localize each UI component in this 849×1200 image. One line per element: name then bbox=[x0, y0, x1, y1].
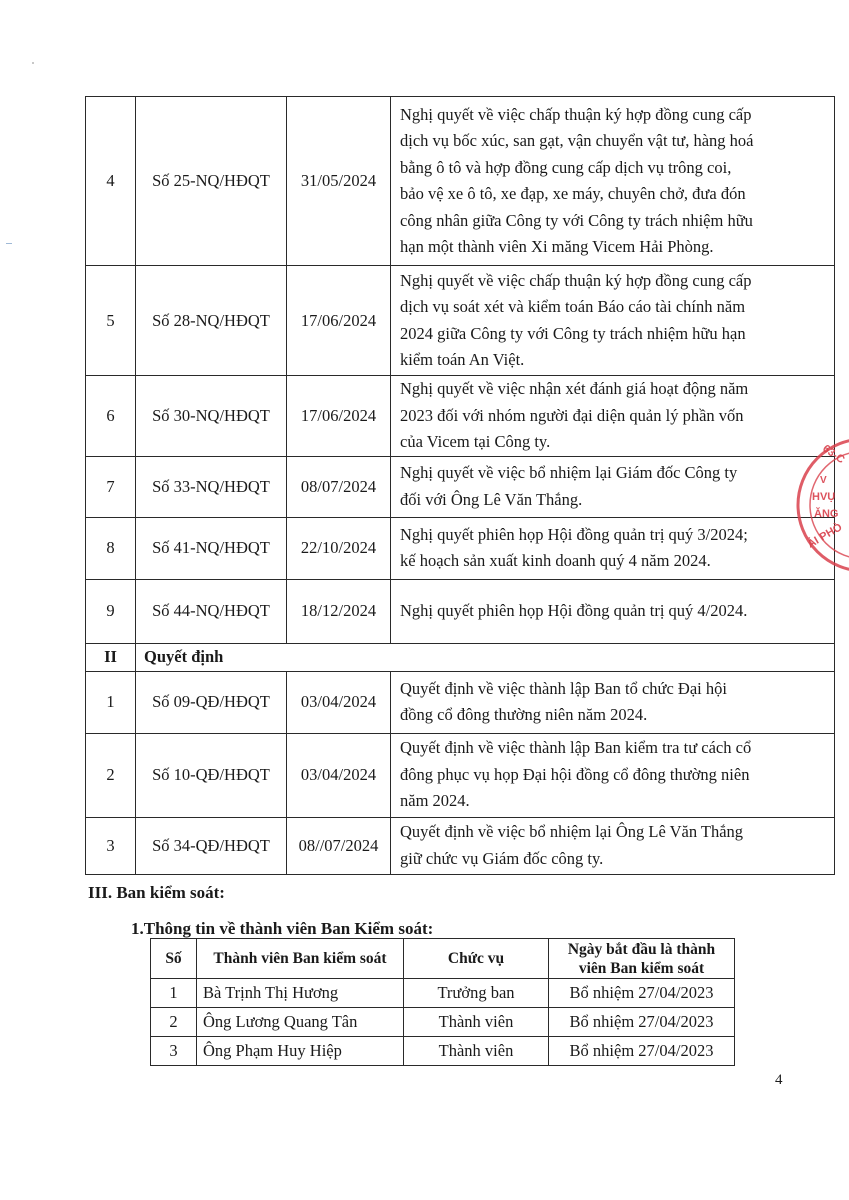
section-roman: II bbox=[86, 643, 136, 671]
column-header-stt: Số bbox=[151, 939, 197, 979]
row-index: 5 bbox=[86, 266, 136, 376]
description-line: giữ chức vụ Giám đốc công ty. bbox=[400, 848, 604, 868]
document-date: 17/06/2024 bbox=[287, 376, 391, 457]
column-header-start-date bbox=[549, 939, 735, 979]
document-number: Số 44-NQ/HĐQT bbox=[136, 579, 287, 643]
description-line: của Vicem tại Công ty. bbox=[400, 432, 551, 451]
description-line: năm 2024. bbox=[400, 791, 470, 811]
description-line: bằng ô tô và hợp đồng cung cấp dịch vụ trông coi, bbox=[400, 157, 732, 177]
document-number: Số 28-NQ/HĐQT bbox=[136, 266, 287, 376]
member-start-date: Bổ nhiệm 27/04/2023 bbox=[549, 1008, 735, 1037]
section-row bbox=[86, 643, 835, 671]
description-line: Nghị quyết về việc bổ nhiệm lại Giám đốc Công ty bbox=[400, 463, 738, 482]
member-name: Ông Phạm Huy Hiệp bbox=[197, 1037, 404, 1066]
document-date: 22/10/2024 bbox=[287, 517, 391, 579]
description-line: kiểm toán An Việt. bbox=[400, 350, 525, 369]
row-index: 9 bbox=[86, 579, 136, 643]
svg-text:ẢI PHÒ: ẢI PHÒ bbox=[805, 521, 845, 551]
subsection-heading-board-members: 1.Thông tin về thành viên Ban Kiểm soát: bbox=[131, 919, 434, 938]
table-row bbox=[86, 733, 835, 817]
row-index: 7 bbox=[86, 456, 136, 517]
description-line: đông phục vụ họp Đại hội đồng cổ đông thường niên bbox=[400, 764, 750, 784]
document-date: 08//07/2024 bbox=[287, 817, 391, 874]
table-row bbox=[151, 1037, 735, 1066]
table-row bbox=[86, 671, 835, 733]
document-description bbox=[391, 817, 835, 874]
description-line: bảo vệ xe ô tô, xe đạp, xe máy, chuyên chở, đưa đón bbox=[400, 184, 746, 203]
member-start-date: Bổ nhiệm 27/04/2023 bbox=[549, 979, 735, 1008]
member-position: Thành viên bbox=[404, 1037, 549, 1066]
column-header-member: Thành viên Ban kiểm soát bbox=[197, 939, 404, 979]
document-number: Số 30-NQ/HĐQT bbox=[136, 376, 287, 457]
svg-text:63-C: 63-C bbox=[820, 442, 847, 467]
header-line: Ngày bắt đầu là thành bbox=[567, 940, 716, 958]
svg-text:HVỤ: HVỤ bbox=[812, 491, 836, 503]
description-line: công nhân giữa Công ty với Công ty trách nhiệm hữu bbox=[400, 210, 753, 230]
description-line: Nghị quyết phiên họp Hội đồng quản trị quý 4/2024. bbox=[400, 600, 748, 620]
description-line: Nghị quyết về việc chấp thuận ký hợp đồng cung cấp bbox=[400, 104, 752, 124]
document-description bbox=[391, 671, 835, 733]
table-row bbox=[86, 517, 835, 579]
document-description bbox=[391, 579, 835, 643]
description-line: đối với Ông Lê Văn Thắng. bbox=[400, 489, 583, 509]
row-index: 1 bbox=[151, 979, 197, 1008]
column-header-position: Chức vụ bbox=[404, 939, 549, 979]
member-start-date: Bổ nhiệm 27/04/2023 bbox=[549, 1037, 735, 1066]
member-position: Trưởng ban bbox=[404, 979, 549, 1008]
scan-artifact bbox=[32, 62, 34, 64]
member-name: Bà Trịnh Thị Hương bbox=[197, 979, 404, 1008]
row-index: 4 bbox=[86, 97, 136, 266]
document-description bbox=[391, 266, 835, 376]
document-description bbox=[391, 733, 835, 817]
supervisory-board-table bbox=[150, 938, 735, 1066]
document-number: Số 09-QĐ/HĐQT bbox=[136, 671, 287, 733]
document-date: 18/12/2024 bbox=[287, 579, 391, 643]
row-index: 1 bbox=[86, 671, 136, 733]
row-index: 8 bbox=[86, 517, 136, 579]
svg-text:ĂNG: ĂNG bbox=[814, 508, 839, 520]
document-number: Số 41-NQ/HĐQT bbox=[136, 517, 287, 579]
row-index: 2 bbox=[86, 733, 136, 817]
description-line: dịch vụ bốc xúc, san gạt, vận chuyển vật tư, hàng hoá bbox=[400, 131, 754, 150]
svg-text:V: V bbox=[820, 475, 827, 486]
section-heading-supervisory-board: III. Ban kiểm soát: bbox=[88, 883, 225, 902]
table-row bbox=[86, 456, 835, 517]
scan-artifact bbox=[6, 243, 12, 244]
document-date: 17/06/2024 bbox=[287, 266, 391, 376]
description-line: hạn một thành viên Xi măng Vicem Hải Phòng. bbox=[400, 237, 714, 256]
document-description bbox=[391, 97, 835, 266]
description-line: đồng cổ đông thường niên năm 2024. bbox=[400, 705, 648, 724]
document-number: Số 33-NQ/HĐQT bbox=[136, 456, 287, 517]
description-line: Nghị quyết về việc chấp thuận ký hợp đồng cung cấp bbox=[400, 270, 752, 290]
seal-lettering bbox=[805, 443, 847, 551]
table-header-row bbox=[151, 939, 735, 979]
document-date: 03/04/2024 bbox=[287, 671, 391, 733]
description-line: Nghị quyết về việc nhận xét đánh giá hoạt động năm bbox=[400, 379, 749, 398]
row-index: 3 bbox=[151, 1037, 197, 1066]
document-number: Số 34-QĐ/HĐQT bbox=[136, 817, 287, 874]
description-line: Quyết định về việc thành lập Ban tổ chức Đại hội bbox=[400, 678, 727, 698]
member-position: Thành viên bbox=[404, 1008, 549, 1037]
description-line: dịch vụ soát xét và kiểm toán Báo cáo tài chính năm bbox=[400, 297, 746, 316]
table-row bbox=[86, 817, 835, 874]
description-line: Quyết định về việc bổ nhiệm lại Ông Lê Văn Thắng bbox=[400, 822, 744, 841]
table-row bbox=[86, 97, 835, 266]
row-index: 2 bbox=[151, 1008, 197, 1037]
page-number: 4 bbox=[775, 1072, 783, 1088]
member-name: Ông Lương Quang Tân bbox=[197, 1008, 404, 1037]
section-title: Quyết định bbox=[136, 643, 835, 671]
document-date: 31/05/2024 bbox=[287, 97, 391, 266]
row-index: 6 bbox=[86, 376, 136, 457]
description-line: Nghị quyết phiên họp Hội đồng quản trị quý 3/2024; bbox=[400, 524, 748, 544]
header-line: viên Ban kiểm soát bbox=[578, 959, 705, 977]
table-row bbox=[86, 376, 835, 457]
table-row bbox=[86, 266, 835, 376]
document-number: Số 10-QĐ/HĐQT bbox=[136, 733, 287, 817]
document-description bbox=[391, 456, 835, 517]
table-row bbox=[151, 1008, 735, 1037]
document-description bbox=[391, 517, 835, 579]
document-number: Số 25-NQ/HĐQT bbox=[136, 97, 287, 266]
description-line: 2024 giữa Công ty với Công ty trách nhiệm hữu hạn bbox=[400, 323, 746, 343]
row-index: 3 bbox=[86, 817, 136, 874]
description-line: kế hoạch sản xuất kinh doanh quý 4 năm 2024. bbox=[400, 551, 711, 570]
document-date: 03/04/2024 bbox=[287, 733, 391, 817]
company-seal-stamp bbox=[796, 420, 849, 590]
description-line: 2023 đối với nhóm người đại diện quản lý phần vốn bbox=[400, 405, 744, 425]
table-row bbox=[151, 979, 735, 1008]
description-line: Quyết định về việc thành lập Ban kiểm tra tư cách cổ bbox=[400, 738, 752, 758]
document-date: 08/07/2024 bbox=[287, 456, 391, 517]
table-row bbox=[86, 579, 835, 643]
resolutions-table bbox=[85, 96, 835, 875]
document-description bbox=[391, 376, 835, 457]
